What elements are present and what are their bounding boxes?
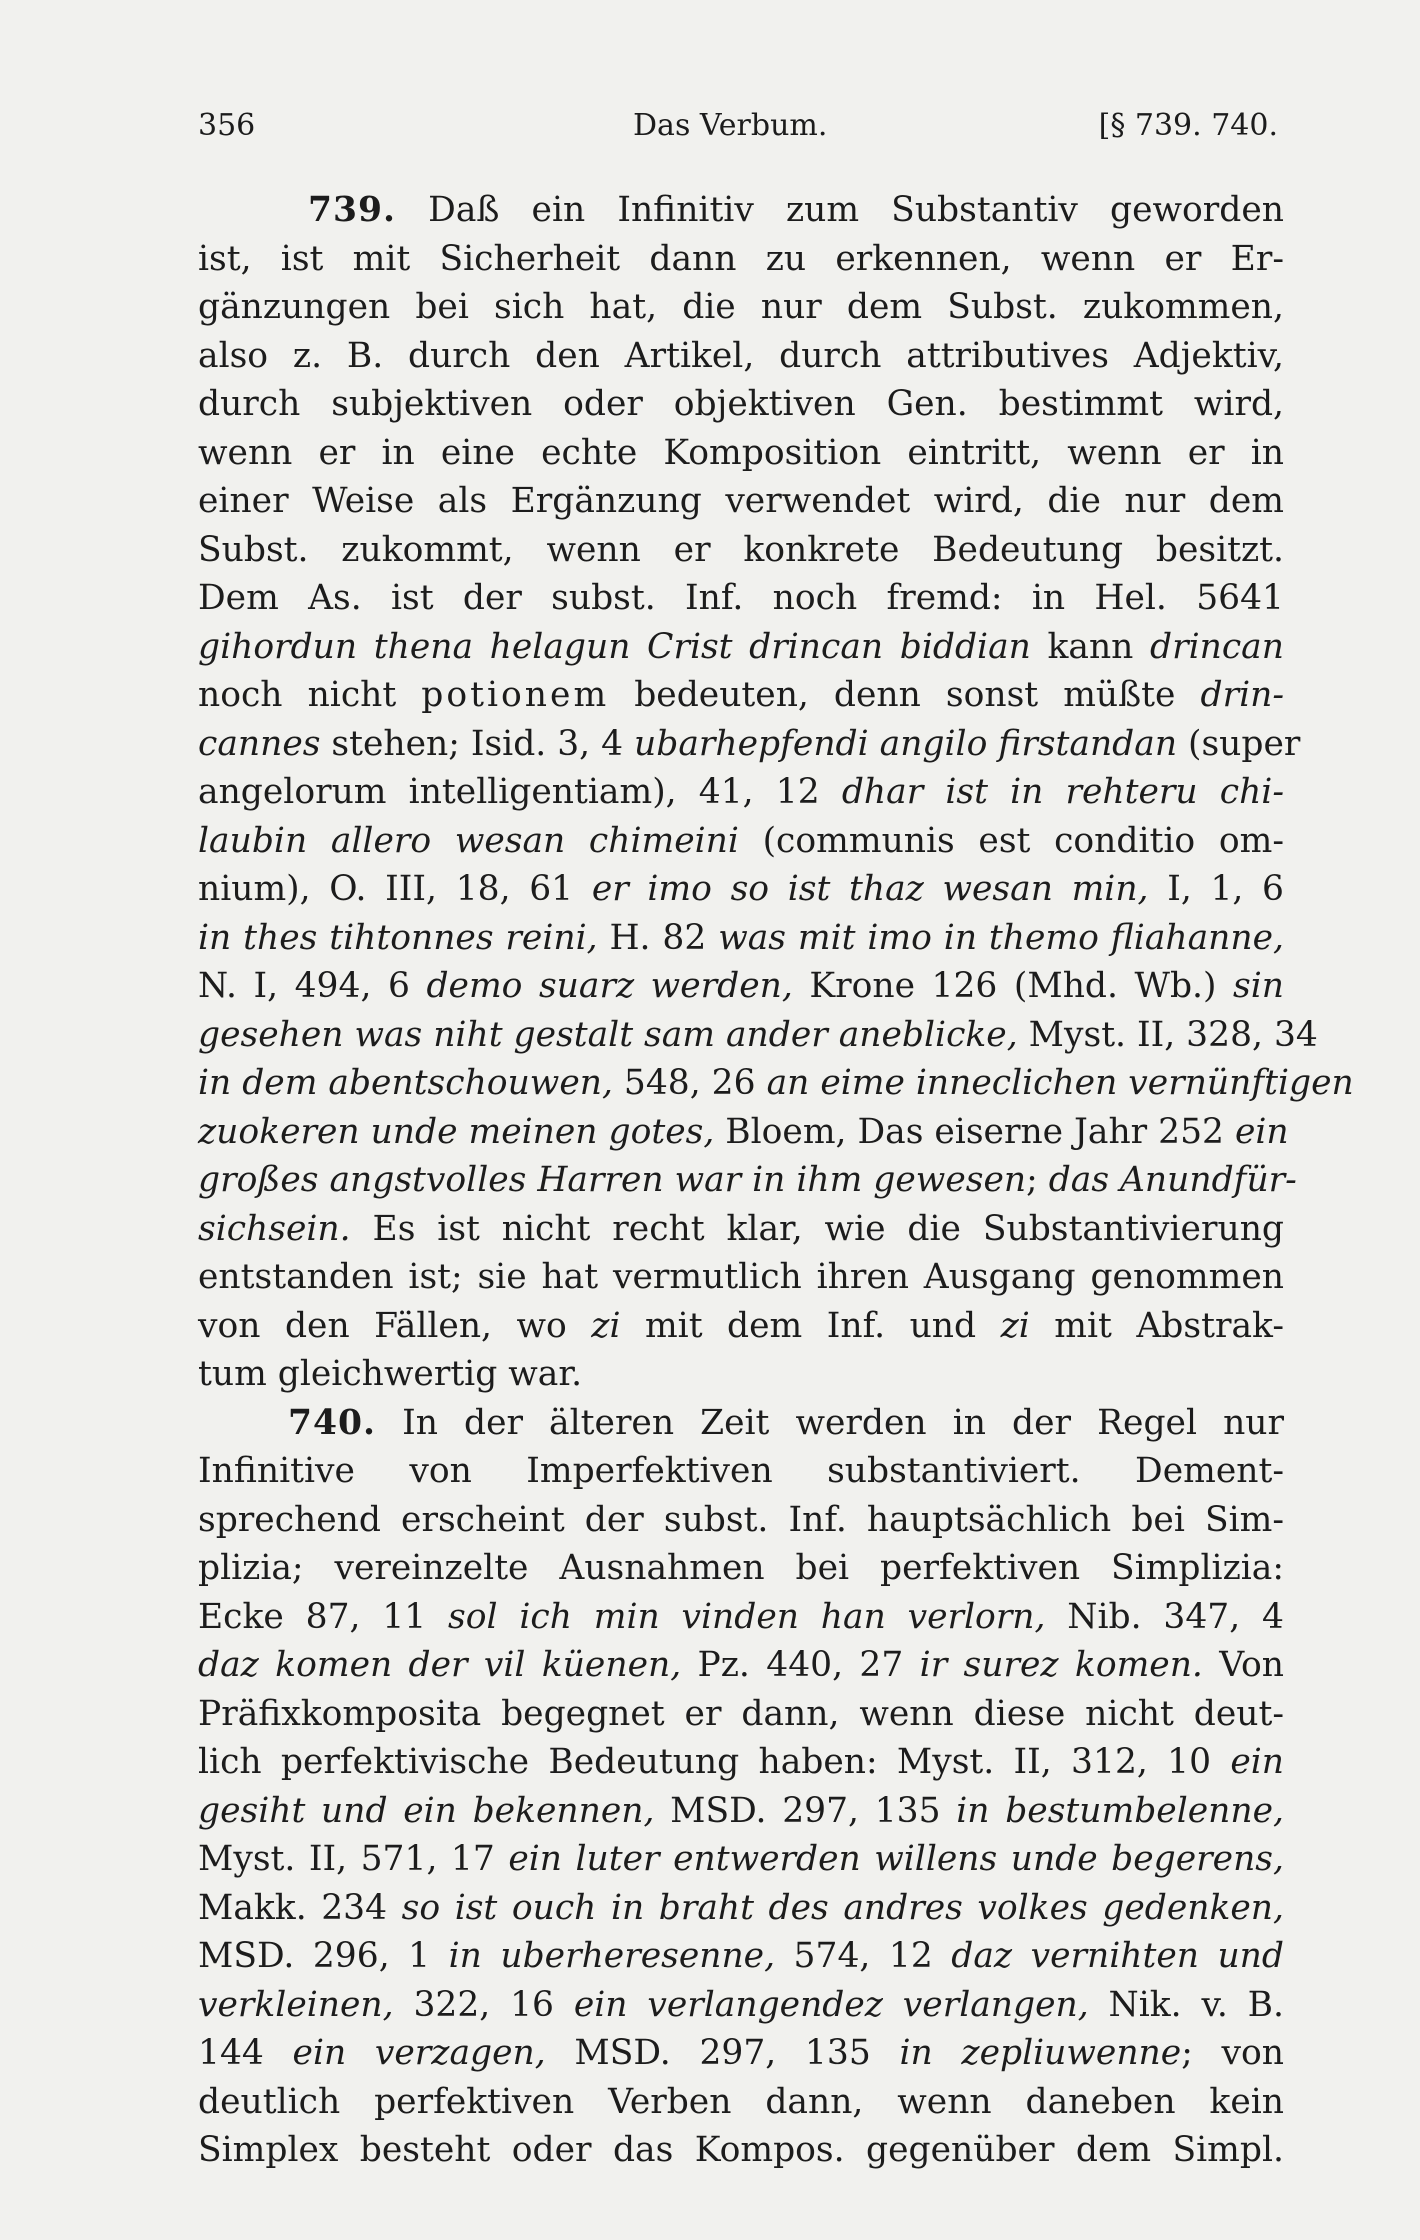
text-line: deutlich perfektiven Verben dann, wenn daneben kein <box>198 2081 1284 2122</box>
text-line: Subst. zukommt, wenn er konkrete Bedeutung besitzt. <box>198 529 1284 570</box>
text-line: gänzungen bei sich hat, die nur dem Subst. zukommen, <box>198 287 1284 327</box>
text-line: in dem abentschouwen, 548, 26 an eime inneclichen vernünftigen <box>198 1063 1354 1103</box>
page-number: 356 <box>198 108 256 143</box>
text-line: lich perfektivische Bedeutung haben: Myst. II, 312, 10 ein <box>198 1742 1284 1782</box>
text-line: einer Weise als Ergänzung verwendet wird, die nur dem <box>198 481 1284 521</box>
text-line: cannes stehen; Isid. 3, 4 ubarhepfendi angilo firstandan (super <box>198 723 1301 764</box>
text-line: Myst. II, 571, 17 ein luter entwerden willens unde begerens, <box>198 1839 1284 1879</box>
text-line: wenn er in eine echte Komposition eintritt, wenn er in <box>198 432 1284 473</box>
text-line: 740. In der älteren Zeit werden in der Regel nur <box>198 1399 1284 1448</box>
text-line: MSD. 296, 1 in uberheresenne, 574, 12 daz vernihten und <box>198 1936 1284 1976</box>
text-line: Makk. 234 so ist ouch in braht des andres volkes gedenken, <box>198 1887 1284 1928</box>
text-line: tum gleichwertig war. <box>198 1354 583 1394</box>
running-header <box>198 108 1278 152</box>
text-line: plizia; vereinzelte Ausnahmen bei perfektiven Simplizia: <box>198 1548 1284 1588</box>
text-line: noch nicht potionem bedeuten, denn sonst müßte drin- <box>198 675 1285 715</box>
text-line: gihordun thena helagun Crist drincan biddian kann drincan <box>198 626 1284 667</box>
text-line: laubin allero wesan chimeini (communis est conditio om- <box>198 820 1284 861</box>
text-line: sichsein. Es ist nicht recht klar, wie die Substantivierung <box>198 1208 1284 1249</box>
text-line: Simplex besteht oder das Kompos. gegenüber dem Simpl. <box>198 2130 1284 2170</box>
text-line: angelorum intelligentiam), 41, 12 dhar ist in rehteru chi- <box>198 772 1284 812</box>
chapter-title: Das Verbum. <box>633 108 828 143</box>
section-reference: [§ 739. 740. <box>1098 108 1278 143</box>
text-line: in thes tihtonnes reini, H. 82 was mit imo in themo fliahanne, <box>198 917 1285 958</box>
text-line: also z. B. durch den Artikel, durch attributives Adjektiv, <box>198 335 1284 376</box>
text-line: ist, ist mit Sicherheit dann zu erkennen, wenn er Er- <box>198 238 1284 279</box>
section-740-label: 740. <box>288 1402 377 1443</box>
section-739-label: 739. <box>308 190 397 230</box>
text-line: durch subjektiven oder objektiven Gen. bestimmt wird, <box>198 384 1284 424</box>
text-line: Ecke 87, 11 sol ich min vinden han verlorn, Nib. 347, 4 <box>198 1596 1284 1637</box>
text-line: sprechend erscheint der subst. Inf. hauptsächlich bei Sim- <box>198 1499 1284 1540</box>
text-line: N. I, 494, 6 demo suarz werden, Krone 126 (Mhd. Wb.) sin <box>198 966 1284 1006</box>
text-line: Präfixkomposita begegnet er dann, wenn diese nicht deut- <box>198 1693 1284 1734</box>
text-line: von den Fällen, wo zi mit dem Inf. und zi mit Abstrak- <box>198 1305 1284 1346</box>
text-line: zuokeren unde meinen gotes, Bloem, Das eiserne Jahr 252 ein <box>198 1111 1289 1152</box>
text-line: gesehen was niht gestalt sam ander aneblicke, Myst. II, 328, 34 <box>198 1014 1318 1055</box>
text-line: großes angstvolles Harren war in ihm gewesen; das Anundfür- <box>198 1160 1297 1200</box>
text-line: Infinitive von Imperfektiven substantiviert. Dement- <box>198 1451 1284 1491</box>
text-line: daz komen der vil küenen, Pz. 440, 27 ir surez komen. Von <box>198 1645 1284 1685</box>
text-line: Dem As. ist der subst. Inf. noch fremd: in Hel. 5641 <box>198 578 1284 618</box>
text-line: 144 ein verzagen, MSD. 297, 135 in zepliuwenne; von <box>198 2033 1284 2073</box>
text-line: verkleinen, 322, 16 ein verlangendez verlangen, Nik. v. B. <box>198 1984 1284 2025</box>
text-line: nium), O. III, 18, 61 er imo so ist thaz wesan min, I, 1, 6 <box>198 869 1284 909</box>
text-line: entstanden ist; sie hat vermutlich ihren Ausgang genommen <box>198 1257 1284 1297</box>
text-line: gesiht und ein bekennen, MSD. 297, 135 in bestumbelenne, <box>198 1790 1284 1831</box>
page-body <box>198 186 1354 2175</box>
text-line: 739. Daß ein Infinitiv zum Substantiv geworden <box>198 186 1284 235</box>
